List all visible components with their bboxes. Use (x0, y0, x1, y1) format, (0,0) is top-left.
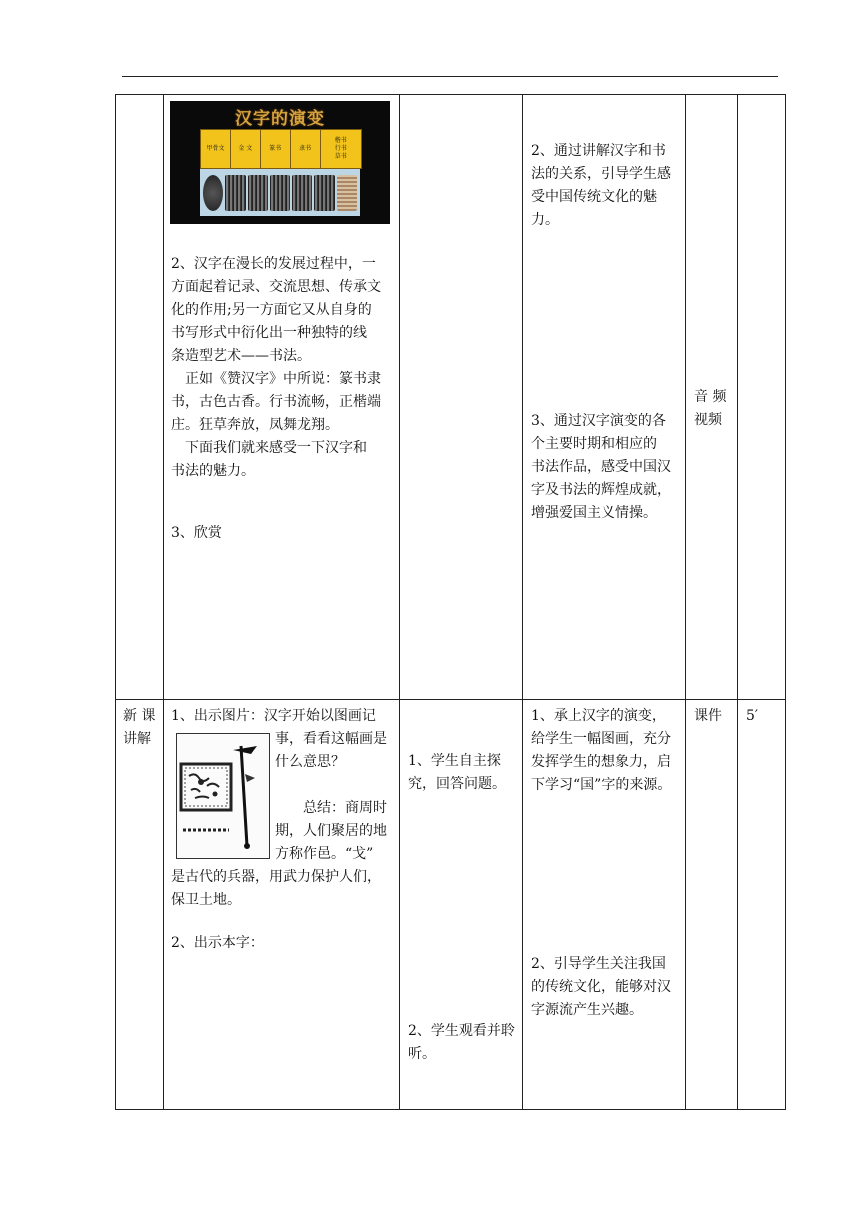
slide-script-band (200, 129, 362, 169)
slide-column-label: 篆书 (261, 130, 291, 168)
slide-column-label: 隶书 (291, 130, 321, 168)
clerical-script-sample (270, 175, 290, 211)
slide-column-label: 草书 (334, 153, 347, 160)
r2-student-a: 1、学生自主探 究，回答问题。 (408, 753, 506, 792)
slide-title: 汉字的演变 (235, 109, 325, 129)
r2-purpose-b: 2、引导学生关注我国 的传统文化，能够对汉 字源流产生兴趣。 (531, 956, 671, 1018)
r2-content-wrap: 事，看看这幅画是 什么意思？ 总结：商周时 期，人们聚居的地 方称作邑。“戈” (275, 731, 387, 862)
r2-student-b: 2、学生观看并聆 听。 (408, 1023, 515, 1062)
r1-content-paragraph: 2、汉字在漫长的发展过程中，一 方面起着记录、交流思想、传承文 化的作用;另一方面它又从自身的 书写形式中衍化出一种独特的线 条造型艺术——书法。 正如《赞汉字》中所说：篆书隶 书，古色古香。行书流畅，正楷端 庄。狂草奔放，凤舞龙翔。 下面我们就来感受一下汉字和 书法的魅力。 (171, 256, 381, 479)
seal-script-sample (248, 175, 268, 211)
r2-content-after: 是古代的兵器，用武力保护人们， 保卫土地。 (171, 869, 381, 908)
r2-media: 课件 (694, 708, 722, 724)
slide-calligraphy-samples (200, 169, 360, 216)
slide-last-column (321, 130, 361, 168)
r2-stage-cell (115, 699, 164, 1110)
r2-time: 5′ (746, 708, 759, 724)
r1-content-item3: 3、欣赏 (171, 525, 222, 541)
r1-stage-cell (115, 94, 164, 700)
ancient-town-illustration (176, 733, 270, 859)
header-rule (122, 76, 778, 77)
r2-content-item2: 2、出示本字： (171, 935, 264, 951)
r1-purpose-b: 3、通过汉字演变的各 个主要时期和相应的 书法作品，感受中国汉 字及书法的辉煌成就， 增强爱国主义情操。 (531, 413, 671, 521)
r1-purpose-a: 2、通过讲解汉字和书 法的关系，引导学生感 受中国传统文化的魅 力。 (531, 143, 671, 228)
r2-time-cell (737, 699, 786, 1110)
slide-column-label: 行书 (334, 145, 347, 152)
cursive-script-sample (337, 175, 357, 211)
running-script-sample (314, 175, 334, 211)
r1-student-cell (399, 94, 523, 700)
slide-column-label: 金 文 (231, 130, 261, 168)
slide-column-label: 甲骨文 (201, 130, 231, 168)
oracle-bone-sample (203, 175, 223, 211)
bronze-script-sample (225, 175, 245, 211)
regular-script-sample (292, 175, 312, 211)
slide-column-label: 楷书 (334, 137, 347, 144)
r2-media-cell (685, 699, 738, 1110)
r1-time-cell (737, 94, 786, 700)
r2-purpose-a: 1、承上汉字的演变， 给学生一幅图画，充分 发挥学生的想象力，启 下学习“国”字的来源。 (531, 708, 672, 793)
r1-media: 音 频 视频 (694, 389, 727, 428)
r2-stage: 新 课 讲解 (123, 708, 156, 747)
hanzi-evolution-slide-image (170, 101, 390, 224)
r2-content-first: 1、出示图片：汉字开始以图画记 (171, 708, 376, 724)
